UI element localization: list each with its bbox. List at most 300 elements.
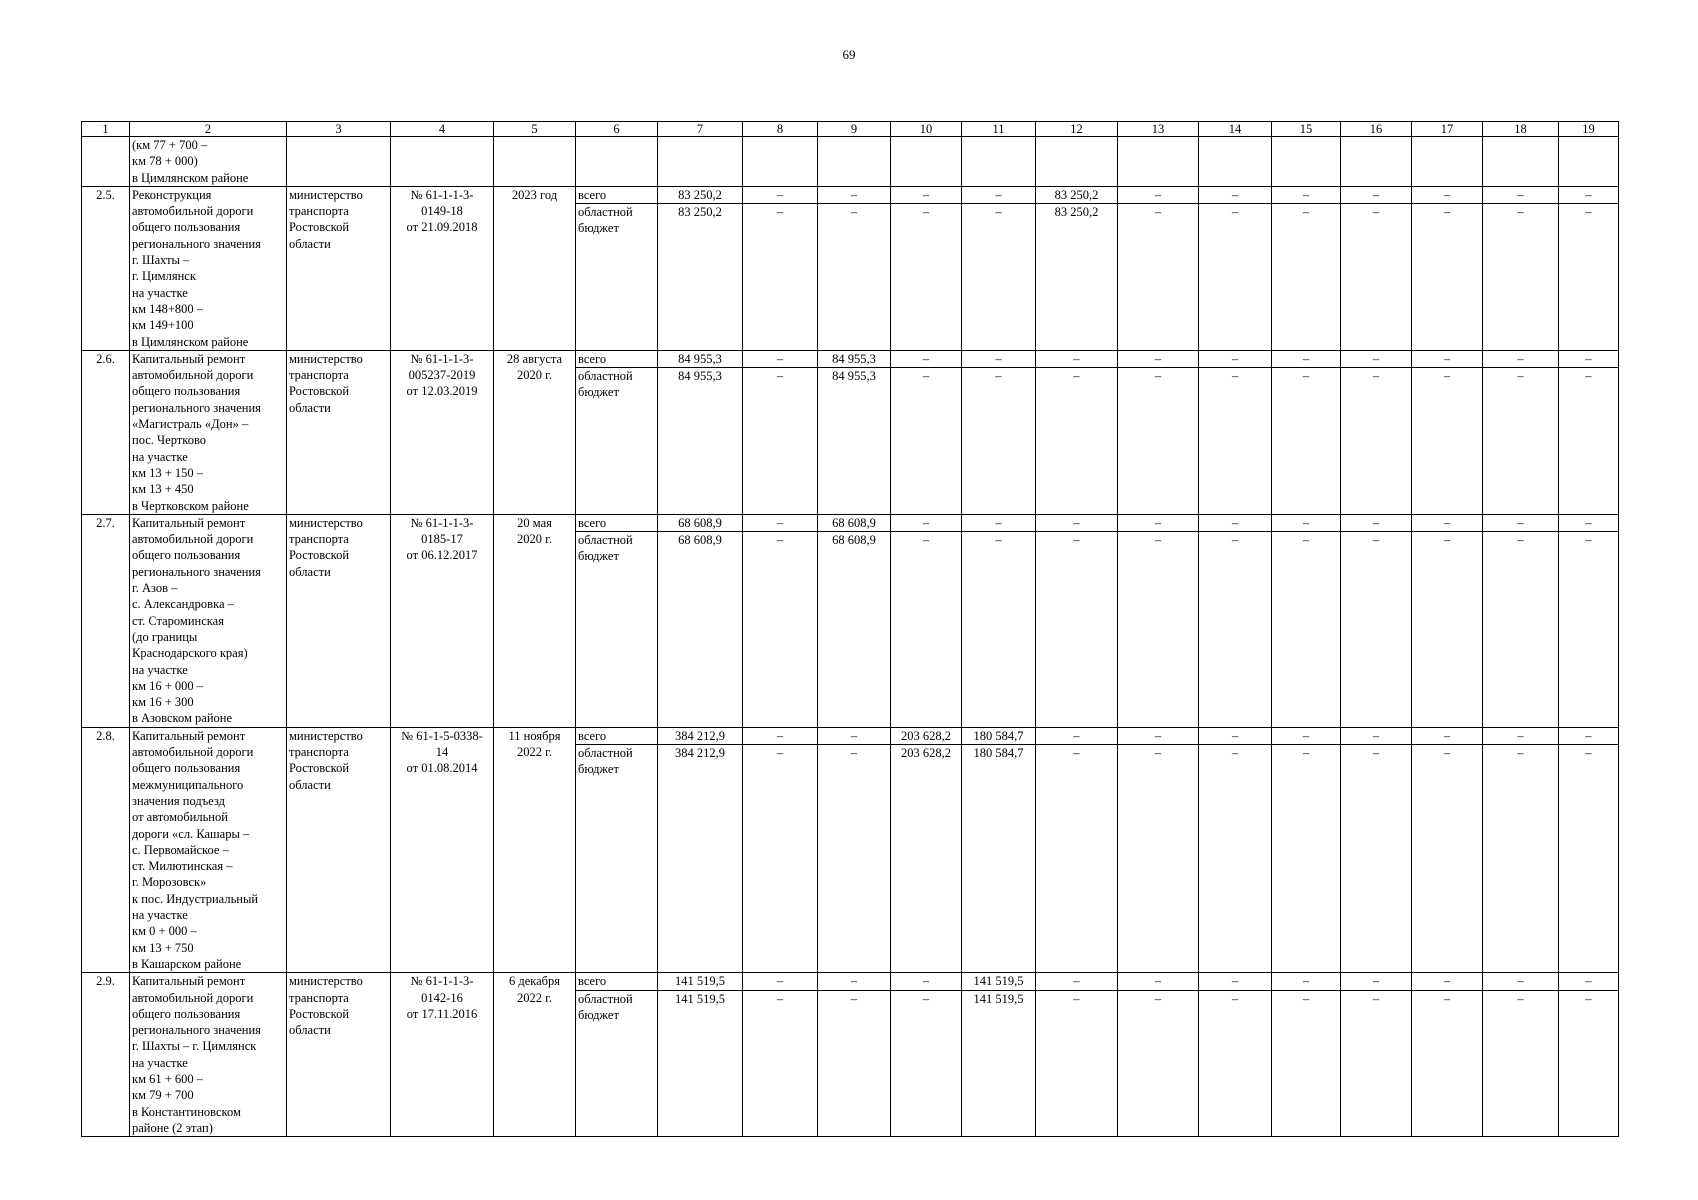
amount-cell: – — [1341, 186, 1412, 203]
object-name-cell-line: в Азовском районе — [132, 711, 233, 726]
amount-cell: – — [818, 973, 891, 990]
amount-cell: – — [1412, 745, 1483, 973]
amount-cell: – — [962, 350, 1036, 367]
amount-cell: – — [1559, 186, 1619, 203]
column-header: 14 — [1199, 122, 1272, 137]
amount-cell: 384 212,9 — [658, 745, 743, 973]
amount-cell: – — [1199, 514, 1272, 531]
empty-cell — [391, 137, 494, 187]
customer-cell-line: области — [289, 564, 331, 579]
empty-cell — [658, 137, 743, 187]
object-name-cell-line: ст. Староминская — [132, 613, 224, 628]
empty-cell — [891, 137, 962, 187]
amount-cell: – — [1118, 368, 1199, 515]
row-number-cell — [82, 137, 130, 187]
empty-cell — [1559, 137, 1619, 187]
amount-cell: – — [1118, 990, 1199, 1137]
amount-cell: – — [1412, 514, 1483, 531]
funding-source-cell: всего — [576, 350, 658, 367]
object-name-cell-line: общего пользования — [132, 220, 241, 235]
column-header: 11 — [962, 122, 1036, 137]
object-name-cell-line: общего пользования — [132, 384, 241, 399]
continuation-row — [82, 137, 1619, 187]
object-name-cell-line: Капитальный ремонт — [132, 728, 246, 743]
customer-cell — [287, 350, 391, 514]
amount-cell: – — [1483, 745, 1559, 973]
customer-cell — [287, 514, 391, 727]
document-cell-line: 0149-18 — [421, 204, 463, 219]
amount-cell: – — [818, 204, 891, 351]
amount-cell: – — [962, 368, 1036, 515]
document-cell-line: 14 — [435, 745, 449, 760]
amount-cell: – — [818, 186, 891, 203]
table-row — [82, 350, 1619, 367]
amount-cell: 180 584,7 — [962, 745, 1036, 973]
amount-cell: – — [891, 973, 962, 990]
header-row — [82, 122, 1619, 137]
amount-cell: – — [818, 727, 891, 744]
customer-cell-line: транспорта — [289, 368, 349, 383]
document-cell-line: от 01.08.2014 — [406, 761, 478, 776]
object-name-cell-line: км 13 + 750 — [132, 940, 194, 955]
object-name-cell-line: с. Александровка – — [132, 597, 234, 612]
object-name-cell-line: дороги «сл. Кашары – — [132, 826, 250, 841]
amount-cell: – — [1272, 204, 1341, 351]
object-name-cell-line: км 16 + 000 – — [132, 678, 204, 693]
column-header: 16 — [1341, 122, 1412, 137]
amount-cell: – — [1272, 532, 1341, 728]
object-name-cell-line: с. Первомайское – — [132, 842, 229, 857]
object-name-cell-line: в Кашарском районе — [132, 956, 242, 971]
amount-cell: – — [1118, 973, 1199, 990]
customer-cell-line: министерство — [289, 515, 363, 530]
amount-cell: – — [1118, 727, 1199, 744]
amount-cell: – — [1036, 745, 1118, 973]
amount-cell: – — [1199, 973, 1272, 990]
document-cell — [391, 350, 494, 514]
amount-cell: – — [891, 350, 962, 367]
customer-cell-line: транспорта — [289, 745, 349, 760]
empty-cell — [287, 137, 391, 187]
object-name-cell — [130, 137, 287, 187]
amount-cell: – — [1483, 532, 1559, 728]
amount-cell: – — [1412, 727, 1483, 744]
amount-cell: – — [1199, 186, 1272, 203]
column-header: 6 — [576, 122, 658, 137]
object-name-cell — [130, 973, 287, 1137]
amount-cell: 141 519,5 — [658, 990, 743, 1137]
amount-cell: – — [1559, 514, 1619, 531]
amount-cell: – — [1483, 368, 1559, 515]
amount-cell: – — [1118, 186, 1199, 203]
amount-cell: – — [1559, 745, 1619, 973]
column-header: 19 — [1559, 122, 1619, 137]
amount-cell: – — [1199, 745, 1272, 973]
amount-cell: – — [1559, 727, 1619, 744]
amount-cell: – — [1412, 532, 1483, 728]
empty-cell — [962, 137, 1036, 187]
amount-cell: 68 608,9 — [658, 514, 743, 531]
amount-cell: – — [1341, 727, 1412, 744]
customer-cell-line: министерство — [289, 974, 363, 989]
amount-cell: – — [743, 990, 818, 1137]
column-header: 4 — [391, 122, 494, 137]
date-cell — [494, 350, 576, 514]
amount-cell: 84 955,3 — [818, 368, 891, 515]
funding-source-cell-line: областной — [578, 205, 633, 220]
object-name-cell-line: Капитальный ремонт — [132, 351, 246, 366]
amount-cell: – — [1341, 990, 1412, 1137]
table-row — [82, 727, 1619, 744]
funding-source-cell-line: бюджет — [578, 385, 619, 400]
amount-cell: – — [891, 368, 962, 515]
amount-cell: – — [1036, 350, 1118, 367]
amount-cell: – — [743, 368, 818, 515]
amount-cell: – — [891, 186, 962, 203]
customer-cell-line: области — [289, 777, 331, 792]
amount-cell: – — [743, 204, 818, 351]
object-name-cell — [130, 186, 287, 350]
document-cell-line: № 61-1-1-3- — [410, 187, 474, 202]
page-number: 69 — [842, 47, 856, 62]
object-name-cell-line: регионального значения — [132, 236, 261, 251]
customer-cell-line: Ростовской — [289, 1006, 350, 1021]
amount-cell: – — [1272, 973, 1341, 990]
date-cell — [494, 186, 576, 350]
amount-cell: – — [743, 514, 818, 531]
amount-cell: 84 955,3 — [818, 350, 891, 367]
document-cell-line: от 17.11.2016 — [406, 1006, 478, 1021]
amount-cell: – — [1483, 350, 1559, 367]
column-header: 15 — [1272, 122, 1341, 137]
document-cell-line: № 61-1-1-3- — [410, 351, 474, 366]
amount-cell: – — [1036, 368, 1118, 515]
amount-cell: 84 955,3 — [658, 350, 743, 367]
row-number-cell: 2.8. — [82, 727, 130, 972]
amount-cell: – — [1036, 990, 1118, 1137]
document-cell — [391, 514, 494, 727]
date-cell-line: 6 декабря — [508, 974, 561, 989]
amount-cell: – — [962, 514, 1036, 531]
date-cell-line: 28 августа — [506, 351, 563, 366]
funding-source-cell: всего — [576, 186, 658, 203]
amount-cell: – — [1412, 973, 1483, 990]
object-name-cell-line: (до границы — [132, 629, 198, 644]
amount-cell: – — [891, 990, 962, 1137]
document-cell-line: 005237-2019 — [408, 368, 476, 383]
amount-cell: – — [1412, 204, 1483, 351]
amount-cell: – — [1272, 368, 1341, 515]
amount-cell: – — [1559, 350, 1619, 367]
customer-cell — [287, 727, 391, 972]
date-cell — [494, 973, 576, 1137]
funding-source-cell-line: областной — [578, 533, 633, 548]
column-header: 10 — [891, 122, 962, 137]
amount-cell: – — [1483, 990, 1559, 1137]
object-name-cell-line: регионального значения — [132, 400, 261, 415]
document-cell-line: от 12.03.2019 — [406, 384, 478, 399]
object-name-cell-line: общего пользования — [132, 761, 241, 776]
funding-source-cell-line: бюджет — [578, 762, 619, 777]
amount-cell: – — [1341, 204, 1412, 351]
amount-cell: – — [1341, 368, 1412, 515]
amount-cell: – — [743, 186, 818, 203]
funding-source-cell-line: областной — [578, 369, 633, 384]
object-name-cell-line: автомобильной дороги — [132, 204, 254, 219]
customer-cell-line: министерство — [289, 187, 363, 202]
empty-cell — [1483, 137, 1559, 187]
amount-cell: – — [1341, 514, 1412, 531]
amount-cell: – — [1272, 186, 1341, 203]
funding-source-cell — [576, 990, 658, 1137]
column-header: 8 — [743, 122, 818, 137]
amount-cell: 68 608,9 — [818, 514, 891, 531]
object-name-cell-line: на участке — [132, 285, 188, 300]
amount-cell: – — [1272, 514, 1341, 531]
row-number-cell: 2.9. — [82, 973, 130, 1137]
document-cell-line: № 61-1-5-0338- — [401, 728, 483, 743]
amount-cell: 141 519,5 — [962, 990, 1036, 1137]
amount-cell: – — [891, 532, 962, 728]
object-name-cell — [130, 727, 287, 972]
date-cell-line: 2020 г. — [517, 368, 552, 383]
object-name-cell-line: в Константиновском — [132, 1104, 241, 1119]
amount-cell: – — [1199, 204, 1272, 351]
object-name-cell-line: на участке — [132, 662, 188, 677]
object-name-cell-line: автомобильной дороги — [132, 532, 254, 547]
amount-cell: – — [1199, 368, 1272, 515]
amount-cell: – — [1118, 514, 1199, 531]
object-name-cell-line: в Чертковском районе — [132, 498, 249, 513]
funding-source-cell-line: областной — [578, 746, 633, 761]
table-row — [82, 186, 1619, 203]
amount-cell: – — [1199, 350, 1272, 367]
funding-source-cell — [576, 368, 658, 515]
amount-cell: – — [1272, 745, 1341, 973]
amount-cell: 68 608,9 — [658, 532, 743, 728]
object-name-cell-line: на участке — [132, 908, 188, 923]
amount-cell: – — [1272, 727, 1341, 744]
object-name-cell-line: (км 77 + 700 – — [132, 138, 208, 152]
funding-source-cell: всего — [576, 973, 658, 990]
amount-cell: – — [962, 532, 1036, 728]
amount-cell: – — [743, 532, 818, 728]
object-name-cell-line: районе (2 этап) — [132, 1120, 213, 1135]
customer-cell-line: Ростовской — [289, 220, 350, 235]
object-name-cell-line: г. Цимлянск — [132, 269, 196, 284]
amount-cell: – — [818, 990, 891, 1137]
funding-source-cell-line: бюджет — [578, 221, 619, 236]
customer-cell-line: области — [289, 236, 331, 251]
amount-cell: – — [743, 350, 818, 367]
funding-source-cell: всего — [576, 727, 658, 744]
customer-cell — [287, 973, 391, 1137]
empty-cell — [1118, 137, 1199, 187]
amount-cell: 141 519,5 — [962, 973, 1036, 990]
document-cell-line: от 21.09.2018 — [406, 220, 478, 235]
object-name-cell-line: км 79 + 700 — [132, 1088, 194, 1103]
amount-cell: – — [962, 204, 1036, 351]
funding-source-cell-line: областной — [578, 991, 633, 1006]
amount-cell: – — [818, 745, 891, 973]
amount-cell: – — [1412, 350, 1483, 367]
amount-cell: – — [1483, 514, 1559, 531]
document-cell-line: № 61-1-1-3- — [410, 515, 474, 530]
document-cell — [391, 727, 494, 972]
customer-cell-line: Ростовской — [289, 548, 350, 563]
empty-cell — [1272, 137, 1341, 187]
amount-cell: – — [1199, 727, 1272, 744]
customer-cell-line: министерство — [289, 351, 363, 366]
amount-cell: 180 584,7 — [962, 727, 1036, 744]
column-header: 13 — [1118, 122, 1199, 137]
amount-cell: – — [1412, 186, 1483, 203]
empty-cell — [1412, 137, 1483, 187]
amount-cell: – — [1559, 204, 1619, 351]
customer-cell — [287, 186, 391, 350]
amount-cell: 83 250,2 — [658, 204, 743, 351]
object-name-cell-line: Капитальный ремонт — [132, 974, 246, 989]
object-name-cell-line: г. Шахты – г. Цимлянск — [132, 1039, 257, 1054]
amount-cell: – — [743, 727, 818, 744]
customer-cell-line: министерство — [289, 728, 363, 743]
amount-cell: – — [891, 514, 962, 531]
date-cell-line: 2023 год — [511, 187, 558, 202]
amount-cell: – — [1199, 532, 1272, 728]
object-name-cell-line: Капитальный ремонт — [132, 515, 246, 530]
object-name-cell-line: км 16 + 300 — [132, 695, 194, 710]
document-cell — [391, 973, 494, 1137]
empty-cell — [576, 137, 658, 187]
document-cell-line: от 06.12.2017 — [406, 548, 478, 563]
object-name-cell-line: ст. Милютинская – — [132, 859, 233, 874]
customer-cell-line: транспорта — [289, 990, 349, 1005]
amount-cell: 84 955,3 — [658, 368, 743, 515]
column-header: 9 — [818, 122, 891, 137]
funding-source-cell-line: бюджет — [578, 549, 619, 564]
amount-cell: – — [1412, 990, 1483, 1137]
amount-cell: – — [1341, 973, 1412, 990]
document-cell-line: 0185-17 — [421, 532, 463, 547]
row-number-cell: 2.5. — [82, 186, 130, 350]
amount-cell: – — [1036, 973, 1118, 990]
amount-cell: – — [1272, 990, 1341, 1137]
amount-cell: – — [1036, 727, 1118, 744]
object-name-cell-line: км 149+100 — [132, 318, 194, 333]
object-name-cell-line: общего пользования — [132, 1006, 241, 1021]
row-number-cell: 2.6. — [82, 350, 130, 514]
object-name-cell-line: км 148+800 – — [132, 301, 204, 316]
object-name-cell-line: общего пользования — [132, 548, 241, 563]
object-name-cell-line: г. Морозовск» — [132, 875, 207, 890]
amount-cell: – — [1559, 532, 1619, 728]
empty-cell — [1341, 137, 1412, 187]
amount-cell: 83 250,2 — [658, 186, 743, 203]
amount-cell: 68 608,9 — [818, 532, 891, 728]
object-name-cell-line: Краснодарского края) — [132, 646, 248, 661]
amount-cell: – — [1036, 514, 1118, 531]
column-header: 1 — [82, 122, 130, 137]
customer-cell-line: области — [289, 400, 331, 415]
document-cell-line: 0142-16 — [421, 990, 463, 1005]
amount-cell: – — [1559, 973, 1619, 990]
column-header: 5 — [494, 122, 576, 137]
amount-cell: 203 628,2 — [891, 745, 962, 973]
amount-cell: – — [1272, 350, 1341, 367]
amount-cell: – — [891, 204, 962, 351]
empty-cell — [1199, 137, 1272, 187]
date-cell-line: 2022 г. — [517, 745, 552, 760]
object-name-cell-line: Реконструкция — [132, 187, 212, 202]
empty-cell — [494, 137, 576, 187]
customer-cell-line: Ростовской — [289, 761, 350, 776]
object-name-cell-line: пос. Чертково — [132, 433, 207, 448]
object-name-cell-line: в Цимлянском районе — [132, 170, 249, 185]
funding-source-cell-line: бюджет — [578, 1007, 619, 1022]
customer-cell-line: Ростовской — [289, 384, 350, 399]
amount-cell: 83 250,2 — [1036, 204, 1118, 351]
amount-cell: – — [1483, 727, 1559, 744]
object-name-cell-line: межмуниципального — [132, 777, 244, 792]
amount-cell: – — [1036, 532, 1118, 728]
object-name-cell-line: г. Шахты – — [132, 253, 190, 268]
object-name-cell-line: км 0 + 000 – — [132, 924, 197, 939]
amount-cell: – — [1483, 973, 1559, 990]
column-header: 2 — [130, 122, 287, 137]
object-name-cell — [130, 514, 287, 727]
amount-cell: – — [1118, 350, 1199, 367]
investment-table — [81, 121, 1619, 1137]
document-cell — [391, 186, 494, 350]
object-name-cell-line: значения подъезд — [132, 793, 225, 808]
object-name-cell-line: регионального значения — [132, 564, 261, 579]
amount-cell: – — [1199, 990, 1272, 1137]
funding-source-cell — [576, 204, 658, 351]
customer-cell-line: транспорта — [289, 532, 349, 547]
funding-source-cell — [576, 532, 658, 728]
object-name-cell-line: автомобильной дороги — [132, 990, 254, 1005]
amount-cell: 83 250,2 — [1036, 186, 1118, 203]
object-name-cell-line: км 78 + 000) — [132, 154, 198, 169]
amount-cell: 384 212,9 — [658, 727, 743, 744]
column-header: 17 — [1412, 122, 1483, 137]
amount-cell: – — [1118, 204, 1199, 351]
amount-cell: – — [1341, 350, 1412, 367]
amount-cell: – — [962, 186, 1036, 203]
table-body — [82, 122, 1619, 1137]
amount-cell: – — [1559, 990, 1619, 1137]
object-name-cell-line: на участке — [132, 1055, 188, 1070]
object-name-cell-line: к пос. Индустриальный — [132, 891, 259, 906]
date-cell-line: 2022 г. — [517, 990, 552, 1005]
amount-cell: – — [1559, 368, 1619, 515]
amount-cell: – — [1118, 745, 1199, 973]
date-cell-line: 20 мая — [517, 515, 552, 530]
amount-cell: – — [1483, 204, 1559, 351]
object-name-cell-line: км 13 + 450 — [132, 482, 194, 497]
object-name-cell-line: «Магистраль «Дон» – — [132, 417, 249, 432]
customer-cell-line: области — [289, 1023, 331, 1038]
column-header: 18 — [1483, 122, 1559, 137]
object-name-cell-line: в Цимлянском районе — [132, 334, 249, 349]
date-cell-line: 11 ноября — [508, 728, 561, 743]
object-name-cell-line: регионального значения — [132, 1023, 261, 1038]
row-number-cell: 2.7. — [82, 514, 130, 727]
date-cell-line: 2020 г. — [517, 532, 552, 547]
date-cell — [494, 727, 576, 972]
column-header: 7 — [658, 122, 743, 137]
empty-cell — [1036, 137, 1118, 187]
